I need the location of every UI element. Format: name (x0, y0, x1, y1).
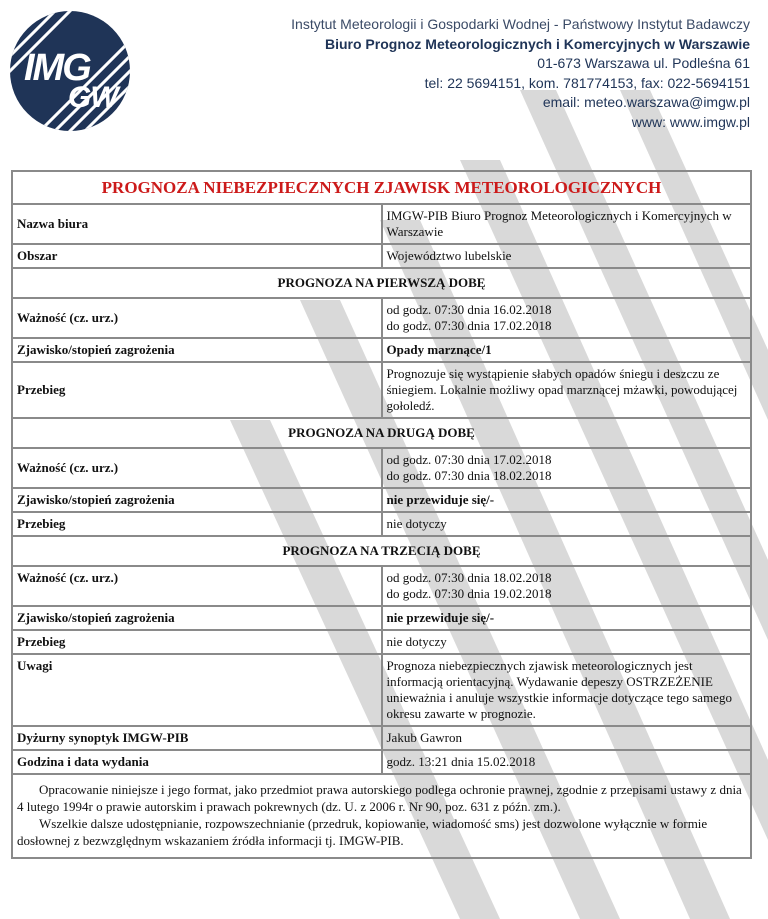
day2-course-label: Przebieg (12, 512, 382, 536)
day3-course-value: nie dotyczy (382, 630, 752, 654)
day3-course-row (12, 630, 751, 654)
day3-heading-row (12, 536, 751, 566)
office-name: Biuro Prognoz Meteorologicznych i Komercyjnych w Warszawie (324, 35, 750, 52)
day2-validity-label: Ważność (cz. urz.) (12, 448, 382, 488)
day1-validity-label: Ważność (cz. urz.) (12, 298, 382, 338)
day1-course-value: Prognozuje się wystąpienie słabych opadów śniegu i deszczu ze śniegiem. Lokalnie możliwy opad marznącej mżawki, powodującej gołoledź. (382, 362, 752, 418)
day2-heading-row (12, 418, 751, 448)
day1-phenomenon-row (12, 338, 751, 362)
remarks-value: Prognoza niebezpiecznych zjawisk meteorologicznych jest informacją orientacyjną. Wydawanie depeszy OSTRZEŻENIE unieważnia i anuluje wszystkie informacje dotyczące tego samego okresu zawarte w prognozie. (382, 654, 752, 726)
email[interactable]: email: meteo.warszawa@imgw.pl (542, 94, 750, 110)
document-title: PROGNOZA NIEBEZPIECZNYCH ZJAWISK METEOROLOGICZNYCH (12, 171, 751, 204)
copyright-notice (12, 774, 751, 858)
title-row (12, 171, 751, 204)
website[interactable]: www: www.imgw.pl (631, 113, 750, 130)
forecaster-label: Dyżurny synoptyk IMGW-PIB (12, 726, 382, 750)
forecaster-row (12, 726, 751, 750)
logo-text-bottom: GW (68, 81, 118, 114)
day3-validity-label: Ważność (cz. urz.) (12, 566, 382, 606)
address: 01-673 Warszawa ul. Podleśna 61 (537, 55, 750, 71)
office-label: Nazwa biura (12, 204, 382, 244)
forecast-document (11, 170, 752, 859)
remarks-label: Uwagi (12, 654, 382, 726)
letterhead (0, 0, 768, 150)
day2-phenomenon-row (12, 488, 751, 512)
day2-course-row (12, 512, 751, 536)
copyright-paragraph-2: Wszelkie dalsze udostępnianie, rozpowszechnianie (przedruk, kopiowanie, wiadomość sms) jest dozwolone wyłącznie w formie dosłownej z bezwzględnym wskazaniem źródła informacji tj. IMGW-PIB. (17, 816, 708, 848)
day1-validity-row (12, 298, 751, 338)
day1-course-label: Przebieg (12, 362, 382, 418)
issued-row (12, 750, 751, 774)
day3-validity-value (382, 566, 752, 606)
area-row (12, 244, 751, 268)
day3-course-label: Przebieg (12, 630, 382, 654)
day1-validity-value (382, 298, 752, 338)
day1-validity-to: do godz. 07:30 dnia 17.02.2018 (386, 318, 552, 333)
day3-validity-from: od godz. 07:30 dnia 18.02.2018 (386, 570, 552, 585)
phone: tel: 22 5694151, kom. 781774153, fax: 022-5694151 (424, 74, 750, 91)
office-row (12, 204, 751, 244)
forecaster-value: Jakub Gawron (382, 726, 752, 750)
day1-phenomenon-label: Zjawisko/stopień zagrożenia (12, 338, 382, 362)
issued-value: godz. 13:21 dnia 15.02.2018 (382, 750, 752, 774)
day2-validity-to: do godz. 07:30 dnia 18.02.2018 (386, 468, 552, 483)
office-value: IMGW-PIB Biuro Prognoz Meteorologicznych i Komercyjnych w Warszawie (382, 204, 752, 244)
copyright-paragraph-1: Opracowanie niniejsze i jego format, jako przedmiot prawa autorskiego podlega ochronie prawnej, zgodnie z przepisami ustawy z dnia 4 lutego 1994r o prawie autorskim i prawach pokrewnych (dz. U. z 2006 r. Nr 90, poz. 631 z późn. zm.). (17, 782, 742, 814)
day2-validity-row (12, 448, 751, 488)
day3-phenomenon-row (12, 606, 751, 630)
forecast-table (11, 170, 752, 859)
day3-phenomenon-label: Zjawisko/stopień zagrożenia (12, 606, 382, 630)
day2-validity-value (382, 448, 752, 488)
day2-phenomenon-value: nie przewiduje się/- (382, 488, 752, 512)
area-value: Województwo lubelskie (382, 244, 752, 268)
day1-course-row (12, 362, 751, 418)
institute-name: Instytut Meteorologii i Gospodarki Wodnej - Państwowy Instytut Badawczy (291, 16, 750, 32)
day1-validity-from: od godz. 07:30 dnia 16.02.2018 (386, 302, 552, 317)
institute-contact-block (291, 15, 750, 132)
day2-heading: PROGNOZA NA DRUGĄ DOBĘ (12, 418, 751, 448)
footer-row (12, 774, 751, 858)
imgw-logo (10, 11, 130, 131)
day1-phenomenon-value: Opady marznące/1 (382, 338, 752, 362)
area-label: Obszar (12, 244, 382, 268)
issued-label: Godzina i data wydania (12, 750, 382, 774)
day2-phenomenon-label: Zjawisko/stopień zagrożenia (12, 488, 382, 512)
day3-phenomenon-value: nie przewiduje się/- (382, 606, 752, 630)
day3-validity-row (12, 566, 751, 606)
day3-validity-to: do godz. 07:30 dnia 19.02.2018 (386, 586, 552, 601)
day2-validity-from: od godz. 07:30 dnia 17.02.2018 (386, 452, 552, 467)
day1-heading-row (12, 268, 751, 298)
day3-heading: PROGNOZA NA TRZECIĄ DOBĘ (12, 536, 751, 566)
day2-course-value: nie dotyczy (382, 512, 752, 536)
logo-text-top: IMG (24, 47, 90, 89)
remarks-row (12, 654, 751, 726)
day1-heading: PROGNOZA NA PIERWSZĄ DOBĘ (12, 268, 751, 298)
